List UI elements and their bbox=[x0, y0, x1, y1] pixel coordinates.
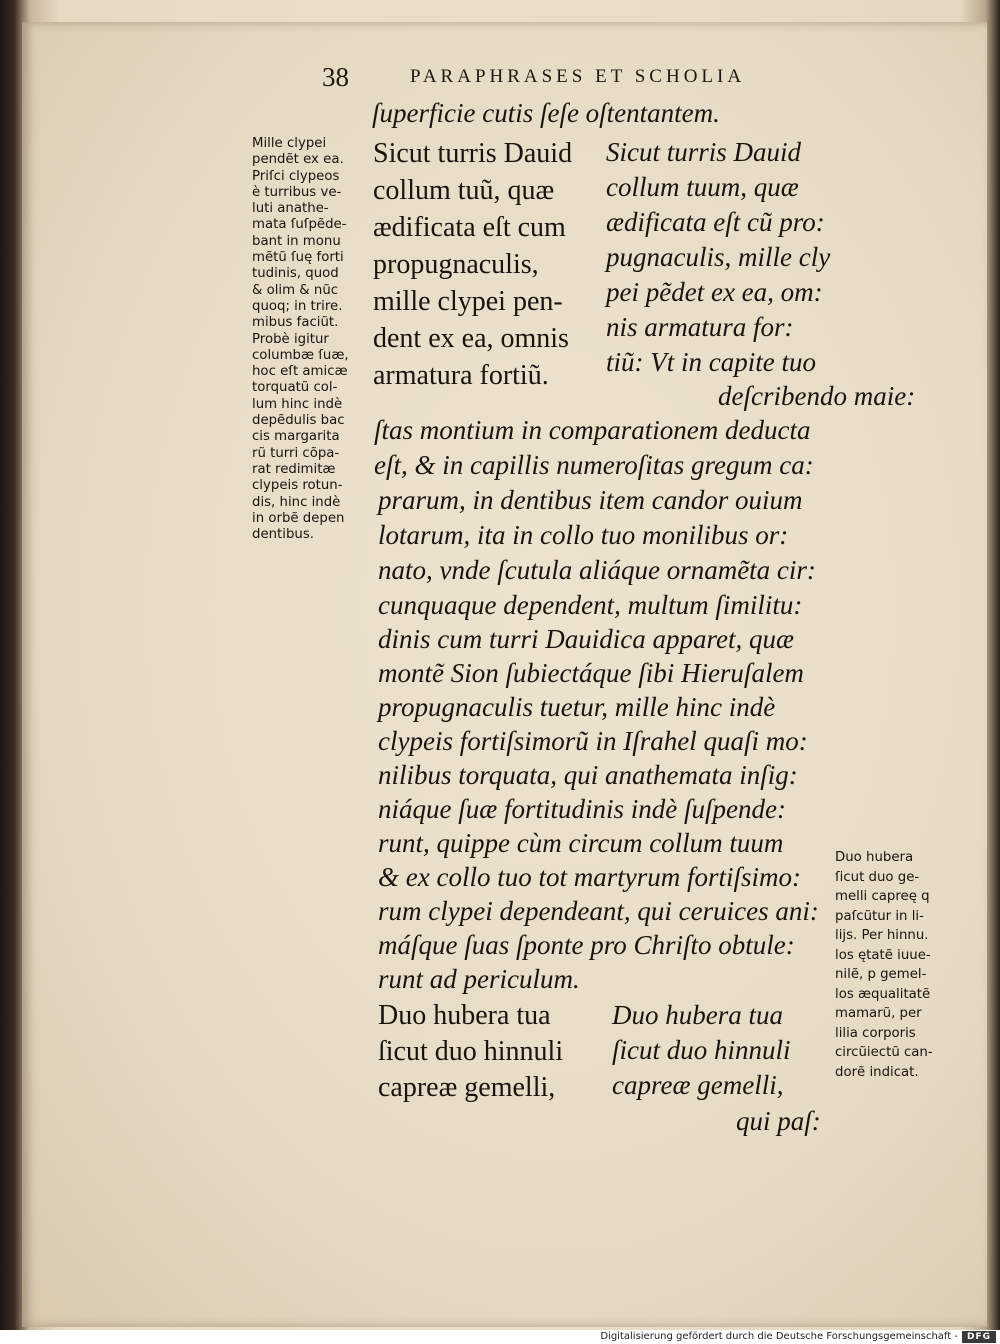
dfg-logo-icon: DFG bbox=[962, 1331, 996, 1343]
latin-verse-line: capreæ gemelli, bbox=[378, 1072, 556, 1103]
marginal-line: circũiectũ can- bbox=[835, 1045, 933, 1060]
latin-verse-line: dent ex ea, omnis bbox=[373, 323, 569, 354]
vulgate-verse-line: Sicut turris Dauid bbox=[606, 137, 802, 167]
marginal-line: & olim & nũc bbox=[252, 282, 339, 298]
vulgate-verse-line: deſcribendo maie: bbox=[718, 381, 916, 411]
marginal-line: dis, hinc indè bbox=[252, 494, 341, 510]
funding-credit: Digitalisierung gefördert durch die Deutsche Forschungsgemeinschaft - bbox=[600, 1331, 958, 1342]
vulgate-verse-line: capreæ gemelli, bbox=[612, 1070, 784, 1100]
marginal-line: cis margarita bbox=[252, 429, 340, 445]
marginal-line: dentibus. bbox=[252, 527, 314, 543]
marginal-line: in orbẽ depen bbox=[252, 510, 345, 526]
paraphrase-line: propugnaculis tuetur, mille hinc indè bbox=[378, 692, 776, 722]
paraphrase-line: dinis cum turri Dauidica apparet, quæ bbox=[378, 624, 794, 654]
vulgate-verse-line: tiũ: Vt in capite tuo bbox=[606, 347, 816, 377]
marginal-line: Priſci clypeos bbox=[252, 168, 340, 184]
paraphrase-line: cunquaque dependent, multum ſimilitu: bbox=[378, 590, 803, 620]
marginal-line: bant in monu bbox=[252, 233, 341, 249]
latin-verse-line: armatura fortiũ. bbox=[373, 360, 549, 391]
latin-verse-line: Sicut turris Dauid bbox=[373, 138, 573, 169]
vulgate-verse-line: pugnaculis, mille cly bbox=[606, 242, 831, 272]
latin-verse-line: ædificata eſt cum bbox=[373, 212, 566, 243]
marginal-line: pendẽt ex ea. bbox=[252, 152, 344, 168]
marginal-line: clypeis rotun- bbox=[252, 478, 343, 494]
paraphrase-line: prarum, in dentibus item candor ouium bbox=[378, 485, 803, 515]
vulgate-verse-line: ædificata eſt cũ pro: bbox=[606, 207, 825, 237]
marginal-line: Mille clypei bbox=[252, 136, 327, 151]
vulgate-verse-line: collum tuum, quæ bbox=[606, 172, 799, 202]
latin-verse-line: propugnaculis, bbox=[373, 249, 539, 280]
marginal-line: Duo hubera bbox=[835, 850, 914, 865]
paraphrase-line: eſt, & in capillis numeroſitas gregum ca: bbox=[374, 450, 814, 480]
vulgate-verse-line: pei pẽdet ex ea, om: bbox=[606, 277, 823, 307]
vulgate-verse-line: nis armatura for: bbox=[606, 312, 794, 342]
marginal-line: los æqualitatẽ bbox=[835, 986, 931, 1002]
marginal-line: paſcũtur in li- bbox=[835, 908, 924, 924]
paraphrase-line: & ex collo tuo tot martyrum fortiſsimo: bbox=[378, 862, 801, 892]
marginal-line: lum hinc indè bbox=[252, 396, 343, 412]
marginal-line: nilẽ, p gemel- bbox=[835, 967, 927, 982]
marginal-line: los ętatẽ iuue- bbox=[835, 947, 931, 963]
marginal-line: luti anathe- bbox=[252, 201, 329, 217]
paraphrase-line: nilibus torquata, qui anathemata inſig: bbox=[378, 760, 798, 790]
vulgate-verse-line: Duo hubera tua bbox=[612, 1000, 783, 1030]
marginal-line: tudinis, quod bbox=[252, 266, 339, 282]
marginal-line: depẽdulis bac bbox=[252, 413, 345, 429]
paraphrase-line: rum clypei dependeant, qui ceruices ani: bbox=[378, 896, 819, 926]
right-marginal-note bbox=[835, 848, 933, 1082]
latin-verse-line: ſicut duo hinnuli bbox=[378, 1036, 564, 1067]
running-head bbox=[320, 62, 820, 92]
paraphrase-line: runt, quippe cùm circum collum tuum bbox=[378, 828, 784, 858]
marginal-line: quoq; in trire. bbox=[252, 298, 343, 314]
paraphrase-line: runt ad periculum. bbox=[378, 964, 580, 994]
marginal-line: columbæ ſuæ, bbox=[252, 347, 349, 363]
marginal-line: rat redimitæ bbox=[252, 461, 336, 477]
paraphrase-line: clypeis fortiſsimorũ in Iſrahel quaſi mo: bbox=[378, 726, 808, 756]
paraphrase-line: montẽ Sion ſubiectáque ſibi Hieruſalem bbox=[378, 658, 804, 688]
marginal-line: mẽtũ ſuę forti bbox=[252, 250, 344, 266]
latin-verse-line: Duo hubera tua bbox=[378, 1000, 551, 1031]
marginal-line: Probè igitur bbox=[252, 331, 329, 347]
vulgate-verse-line: qui paſ: bbox=[736, 1106, 821, 1136]
digitization-footer bbox=[0, 1330, 1000, 1344]
marginal-line: melli capreę q bbox=[835, 889, 930, 904]
paraphrase-line: lotarum, ita in collo tuo monilibus or: bbox=[378, 520, 789, 550]
marginal-line: mata ſuſpẽde- bbox=[252, 217, 347, 233]
left-marginal-note bbox=[252, 136, 349, 543]
paraphrase-line: niáque ſuæ fortitudinis indè ſuſpende: bbox=[378, 794, 786, 824]
marginal-line: è turribus ve- bbox=[252, 184, 342, 200]
latin-verse-line: mille clypei pen- bbox=[373, 286, 563, 317]
marginal-line: mibus faciũt. bbox=[252, 315, 339, 331]
marginal-line: lijs. Per hinnu. bbox=[835, 928, 929, 943]
text-line: ſuperficie cutis ſeſe oſtentantem. bbox=[372, 98, 720, 128]
marginal-line: dorẽ indicat. bbox=[835, 1064, 919, 1080]
paraphrase-line: nato, vnde ſcutula aliáque ornamẽta cir: bbox=[378, 555, 816, 585]
marginal-line: torquatũ col- bbox=[252, 380, 338, 396]
latin-verse-line: collum tuũ, quæ bbox=[373, 175, 555, 206]
running-title: PARAPHRASES ET SCHOLIA bbox=[410, 66, 746, 87]
marginal-line: hoc eſt amicæ bbox=[252, 364, 348, 380]
vulgate-verse-line: ſicut duo hinnuli bbox=[612, 1035, 791, 1065]
marginal-line: ſicut duo ge- bbox=[835, 869, 920, 885]
marginal-line: mamarũ, per bbox=[835, 1006, 922, 1021]
paraphrase-line: máſque ſuas ſponte pro Chriſto obtule: bbox=[378, 930, 795, 960]
page-number: 38 bbox=[322, 62, 349, 92]
marginal-line: lilia corporis bbox=[835, 1025, 916, 1041]
paraphrase-line: ſtas montium in comparationem deducta bbox=[374, 415, 811, 445]
marginal-line: rũ turri cõpa- bbox=[252, 445, 340, 461]
